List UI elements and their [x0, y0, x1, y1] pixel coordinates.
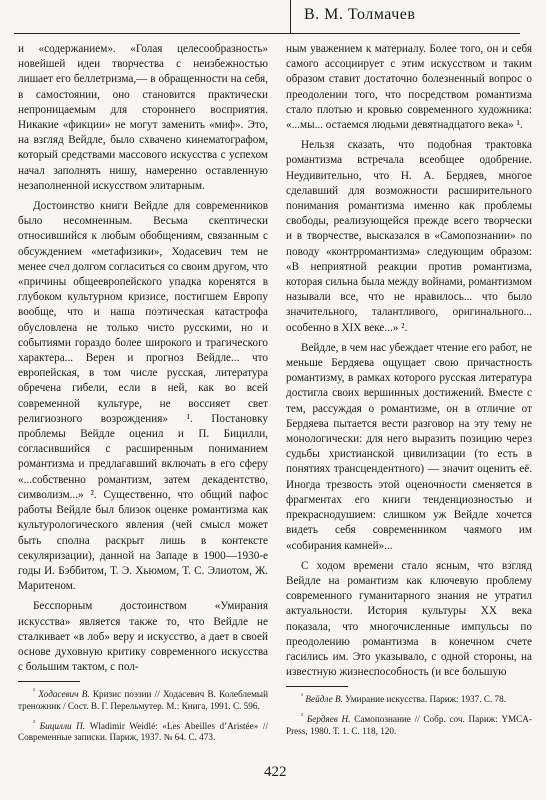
header-vertical-rule — [290, 0, 291, 33]
paragraph: С ходом времени стало ясным, что взгляд Вейдле на романтизм как ключевую проблему современного гуманитарного знания не утратил актуальности. История культуры XX века показала, что многочисленные импульсы по преодолению романтизма в конечном счете гасились им. Это указывало, с одной стороны, на известную жизнеспособность (и все большую — [286, 559, 532, 679]
paragraph: Нельзя сказать, что подобная трактовка романтизма встречала всеобщее одобрение. Неудивительно, что Н. А. Бердяев, многое сделавший для возможности расширительного понимания романтизма именно как проблемы свободы, реализующейся прежде всего творчески и в творчестве, высказался в «Самопознании» по поводу «контрромантизма» следующим образом: «В неприятной реакции против романтизма, которая сильна была между войнами, романтизмом называли все, что не нравилось... что было значительного, талантливого, оригинального... особенно в XIX веке...» ². — [286, 139, 532, 334]
paragraph: Вейдле, в чем нас убеждает чтение его работ, не меньше Бердяева ощущает свою причастность романтизму, в рамках которого русская литература достигла своих вершинных достижений. Вместе с тем, рассуждая о романтизме, он в отличие от Бердяева пытается вести разговор на эту тему не монологически: для него выразить позицию через судьбы христианской цивилизации (то есть в понятиях трансцендентного) — значит оценить её. Иногда трезвость этой оценочности сменяется в фрагментах его книги тенденциозностью и прекраснодушием: слишком уж Вейдле хочется видеть себя современником чаямого им «собирания камней»... — [286, 341, 532, 552]
paragraph: ным уважением к материалу. Более того, он и себя самого ассоциирует с этим искусством и таким образом ставит достаточно болезненный вопрос о преодолении того, что посредством романтизма стало плотью и кровью современного художника: «...мы... остаемся людьми девятнадцатого века» ¹. — [286, 43, 532, 132]
footnote: $^{^1}$ Вейдле В. Умирание искусства. Париж: 1937. С. 78. — [301, 692, 507, 705]
header-rule — [14, 33, 520, 34]
running-head: В. М. Толмачев — [304, 6, 416, 23]
page-number: 422 — [264, 764, 287, 780]
footnote: $^{^1}$ Ходасевич В. Кризис поэзии // Ходасевич В. Колеблемый треножник / Сост. В. Г. Перельмутер. М.: Книга, 1991. С. 596. — [18, 687, 269, 711]
paragraph: Бесспорным достоинством «Умирания искусства» является также то, что Вейдле не сталкивает «в лоб» веру и искусство, а дает в своей основе духовную критику современного искусства с большим тактом, с пол- — [18, 600, 268, 674]
footnote: $^{^2}$ Бицилли П. Wladimir Weidlé: «Les Abeilles d’Aristée» // Современные записки. Париж, 1937. № 64. С. 473. — [18, 718, 268, 743]
footnote-rule — [286, 686, 348, 687]
paragraph: Достоинство книги Вейдле для современников было несомненным. Весьма скептически относившийся к любым обобщениям, связанным с обсуждением «метафизики», Ходасевич тем не менее счел долгом согласиться со своим другом, что «причины общеевропейского упадка коренятся в глубоком культурном кризисе, постигшем Европу вообще, что и наша поэтическая катастрофа обусловлена не только чисто русскими, но и событиями гораздо более широкого и трагического характера... Верен и прогноз Вейдле... что европейская, в том числе русская, литература обречена гибели, если в ней, как во всей современной культуре, не воссияет свет религиозного возрождения» ¹. Постановку проблемы Вейдле оценил и П. Бицилли, согласившийся с расширенным пониманием романтизма и предлагавший включать в его сферу «...собственно романтизм, затем декадентство, символизм...» ². Существенно, что общий пафос работы Вейдле был близок оценке романтизма как культурологического явления (чей смысл может быть сполна раскрыт лишь в контексте секуляризации), данной на Западе в 1900—1930-е годы И. Бэббитом, Т. Э. Хьюмом, Т. С. Элиотом, Ж. Маритеном. — [18, 200, 268, 593]
footnote-rule — [18, 681, 80, 682]
footnote: $^{^2}$ Бердяев Н. Самопознание // Собр. соч. Париж: YMCA-Press, 1980. Т. 1. С. 118, 120. — [286, 711, 533, 736]
right-column — [286, 42, 532, 737]
left-column — [18, 42, 268, 744]
paragraph: и «содержанием». «Голая целесообразность» новейшей идеи творчества с неизбежностью лишает его беллетризма,— в обращенности на себя, в самостоянии, оно становится практически непроницаемым для стороннего восприятия. Никакие «фикции» не могут заменить «миф». Это, на взгляд Вейдле, было схвачено кинематографом, который средствами массового искусства с успехом начал заполнять нишу, намеренно оставленную незаполненной искусством элитарным. — [18, 43, 268, 192]
